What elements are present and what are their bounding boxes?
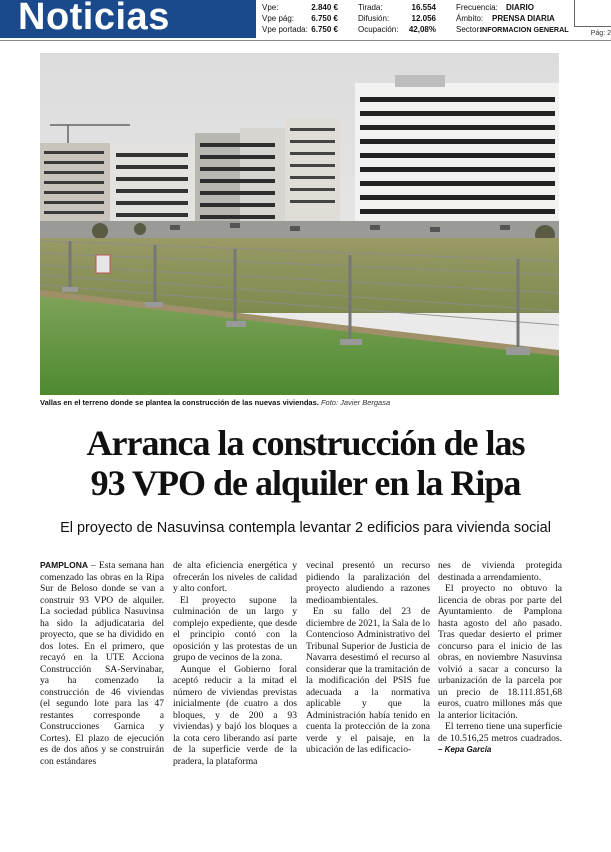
article-paragraph: nes de vivienda protegida destinada a arrendamiento. xyxy=(438,560,562,583)
article-paragraph: de alta eficiencia energética y ofrecerán los niveles de calidad y alto confort. xyxy=(173,560,297,594)
meta-label: Vpe: xyxy=(262,3,279,12)
meta-value: 12.056 xyxy=(411,14,436,23)
page-number: Pág: 2 xyxy=(590,30,611,37)
meta-value: 16.554 xyxy=(411,3,436,12)
meta-column-2 xyxy=(358,2,436,35)
meta-value: 6.750 € xyxy=(311,25,338,34)
article-paragraph: El proyecto no obtuvo la licencia de obras por parte del Ayuntamiento de Pamplona hasta agosto del año pasado. Tras quedar desierto el primer concurso para el inicio de las obras, en noviembre Nasuvinsa volvió a sacar a concurso la urbanización de la parcela por un precio de 18.111.851,68 euros, cuatro millones más que la anterior licitación. xyxy=(438,583,562,721)
page-header xyxy=(0,0,611,41)
section-banner xyxy=(0,0,256,38)
photo-credit: Foto: Javier Bergasa xyxy=(320,398,391,407)
headline-line-1: Arranca la construcción de las xyxy=(86,423,525,463)
meta-label: Difusión: xyxy=(358,14,390,23)
article-column-3 xyxy=(306,560,430,756)
author-byline: – Kepa García xyxy=(438,745,492,754)
meta-value: INFORMACION GENERAL xyxy=(480,25,569,34)
meta-label: Ocupación: xyxy=(358,25,399,34)
dateline: PAMPLONA xyxy=(40,560,89,570)
caption-text: Vallas en el terreno donde se plantea la construcción de las nuevas viviendas. xyxy=(40,398,319,407)
meta-value: PRENSA DIARIA xyxy=(492,14,555,23)
meta-label: Ámbito: xyxy=(456,14,484,23)
meta-value: 2.840 € xyxy=(311,3,338,12)
meta-label: Tirada: xyxy=(358,3,383,12)
meta-value: 42,08% xyxy=(408,25,436,34)
paragraph-text: El terreno tiene una superficie de 10.516,25 metros cuadrados. xyxy=(438,721,562,744)
article-paragraph: El proyecto supone la culminación de un largo y complejo expediente, que desde el principio contó con la oposición y las protestas de un grupo de vecinos de la zona. xyxy=(173,594,297,663)
meta-value: 6.750 € xyxy=(311,14,338,23)
meta-label: Vpe portada: xyxy=(262,25,308,34)
meta-label: Sector: xyxy=(456,25,482,34)
subheadline: El proyecto de Nasuvinsa contempla levantar 2 edificios para vivienda social xyxy=(60,520,551,536)
article-paragraph xyxy=(438,721,562,756)
article-paragraph: vecinal presentó un recurso pidiendo la paralización del proyecto aludiendo a razones medioambientales. xyxy=(306,560,430,606)
meta-value: DIARIO xyxy=(506,3,534,12)
photo-caption xyxy=(40,398,560,407)
meta-label: Frecuencia: xyxy=(456,3,498,12)
paragraph-text: – Esta semana han comenzado las obras en la Ripa Sur de Beloso donde se van a construir 93 VPO de alquiler. La sociedad pública Nasuvinsa ha sido la adjudicataria del proyecto, que se ha dividido en dos lotes. En el primero, que recayó en la UTE Acciona Construcción SA-Servinabar, ya ha comenzado la construcción de 46 viviendas (el segundo lote para las 47 restantes corresponde a Construcciones Garnica y Cortes). El plazo de ejecución es de dos años y se construirán con estándares xyxy=(40,560,164,767)
headline-line-2: 93 VPO de alquiler en la Ripa xyxy=(90,463,521,503)
section-title: Noticias xyxy=(18,0,170,38)
article-column-4 xyxy=(438,560,562,756)
news-photo xyxy=(40,53,559,395)
photo-illustration xyxy=(40,53,559,395)
meta-column-1 xyxy=(262,2,338,35)
meta-label: Vpe pág: xyxy=(262,14,295,23)
article-column-1 xyxy=(40,560,164,767)
page-number-box xyxy=(574,0,611,27)
meta-column-3 xyxy=(456,2,569,35)
article-paragraph xyxy=(40,560,164,767)
article-paragraph: Aunque el Gobierno foral aceptó reducir a la mitad el número de viviendas previstas inicialmente (de cuatro a dos bloques, y de 200 a 93 viviendas) y bajó los bloques a la cota cero liberando así parte de la superficie verde de la pradera, la plataforma xyxy=(173,663,297,767)
headline xyxy=(20,423,591,503)
article-paragraph: En su fallo del 23 de diciembre de 2021, la Sala de lo Contencioso Administrativo del Tribunal Superior de Justicia de Navarra desestimó el recurso al considerar que la tramitación de la modificación del PSIS fue adecuada a la normativa aplicable y que la Administración había tenido en cuenta la protección de la zona verde y el paisaje, en la ubicación de las edificacio- xyxy=(306,606,430,755)
article-column-2 xyxy=(173,560,297,767)
